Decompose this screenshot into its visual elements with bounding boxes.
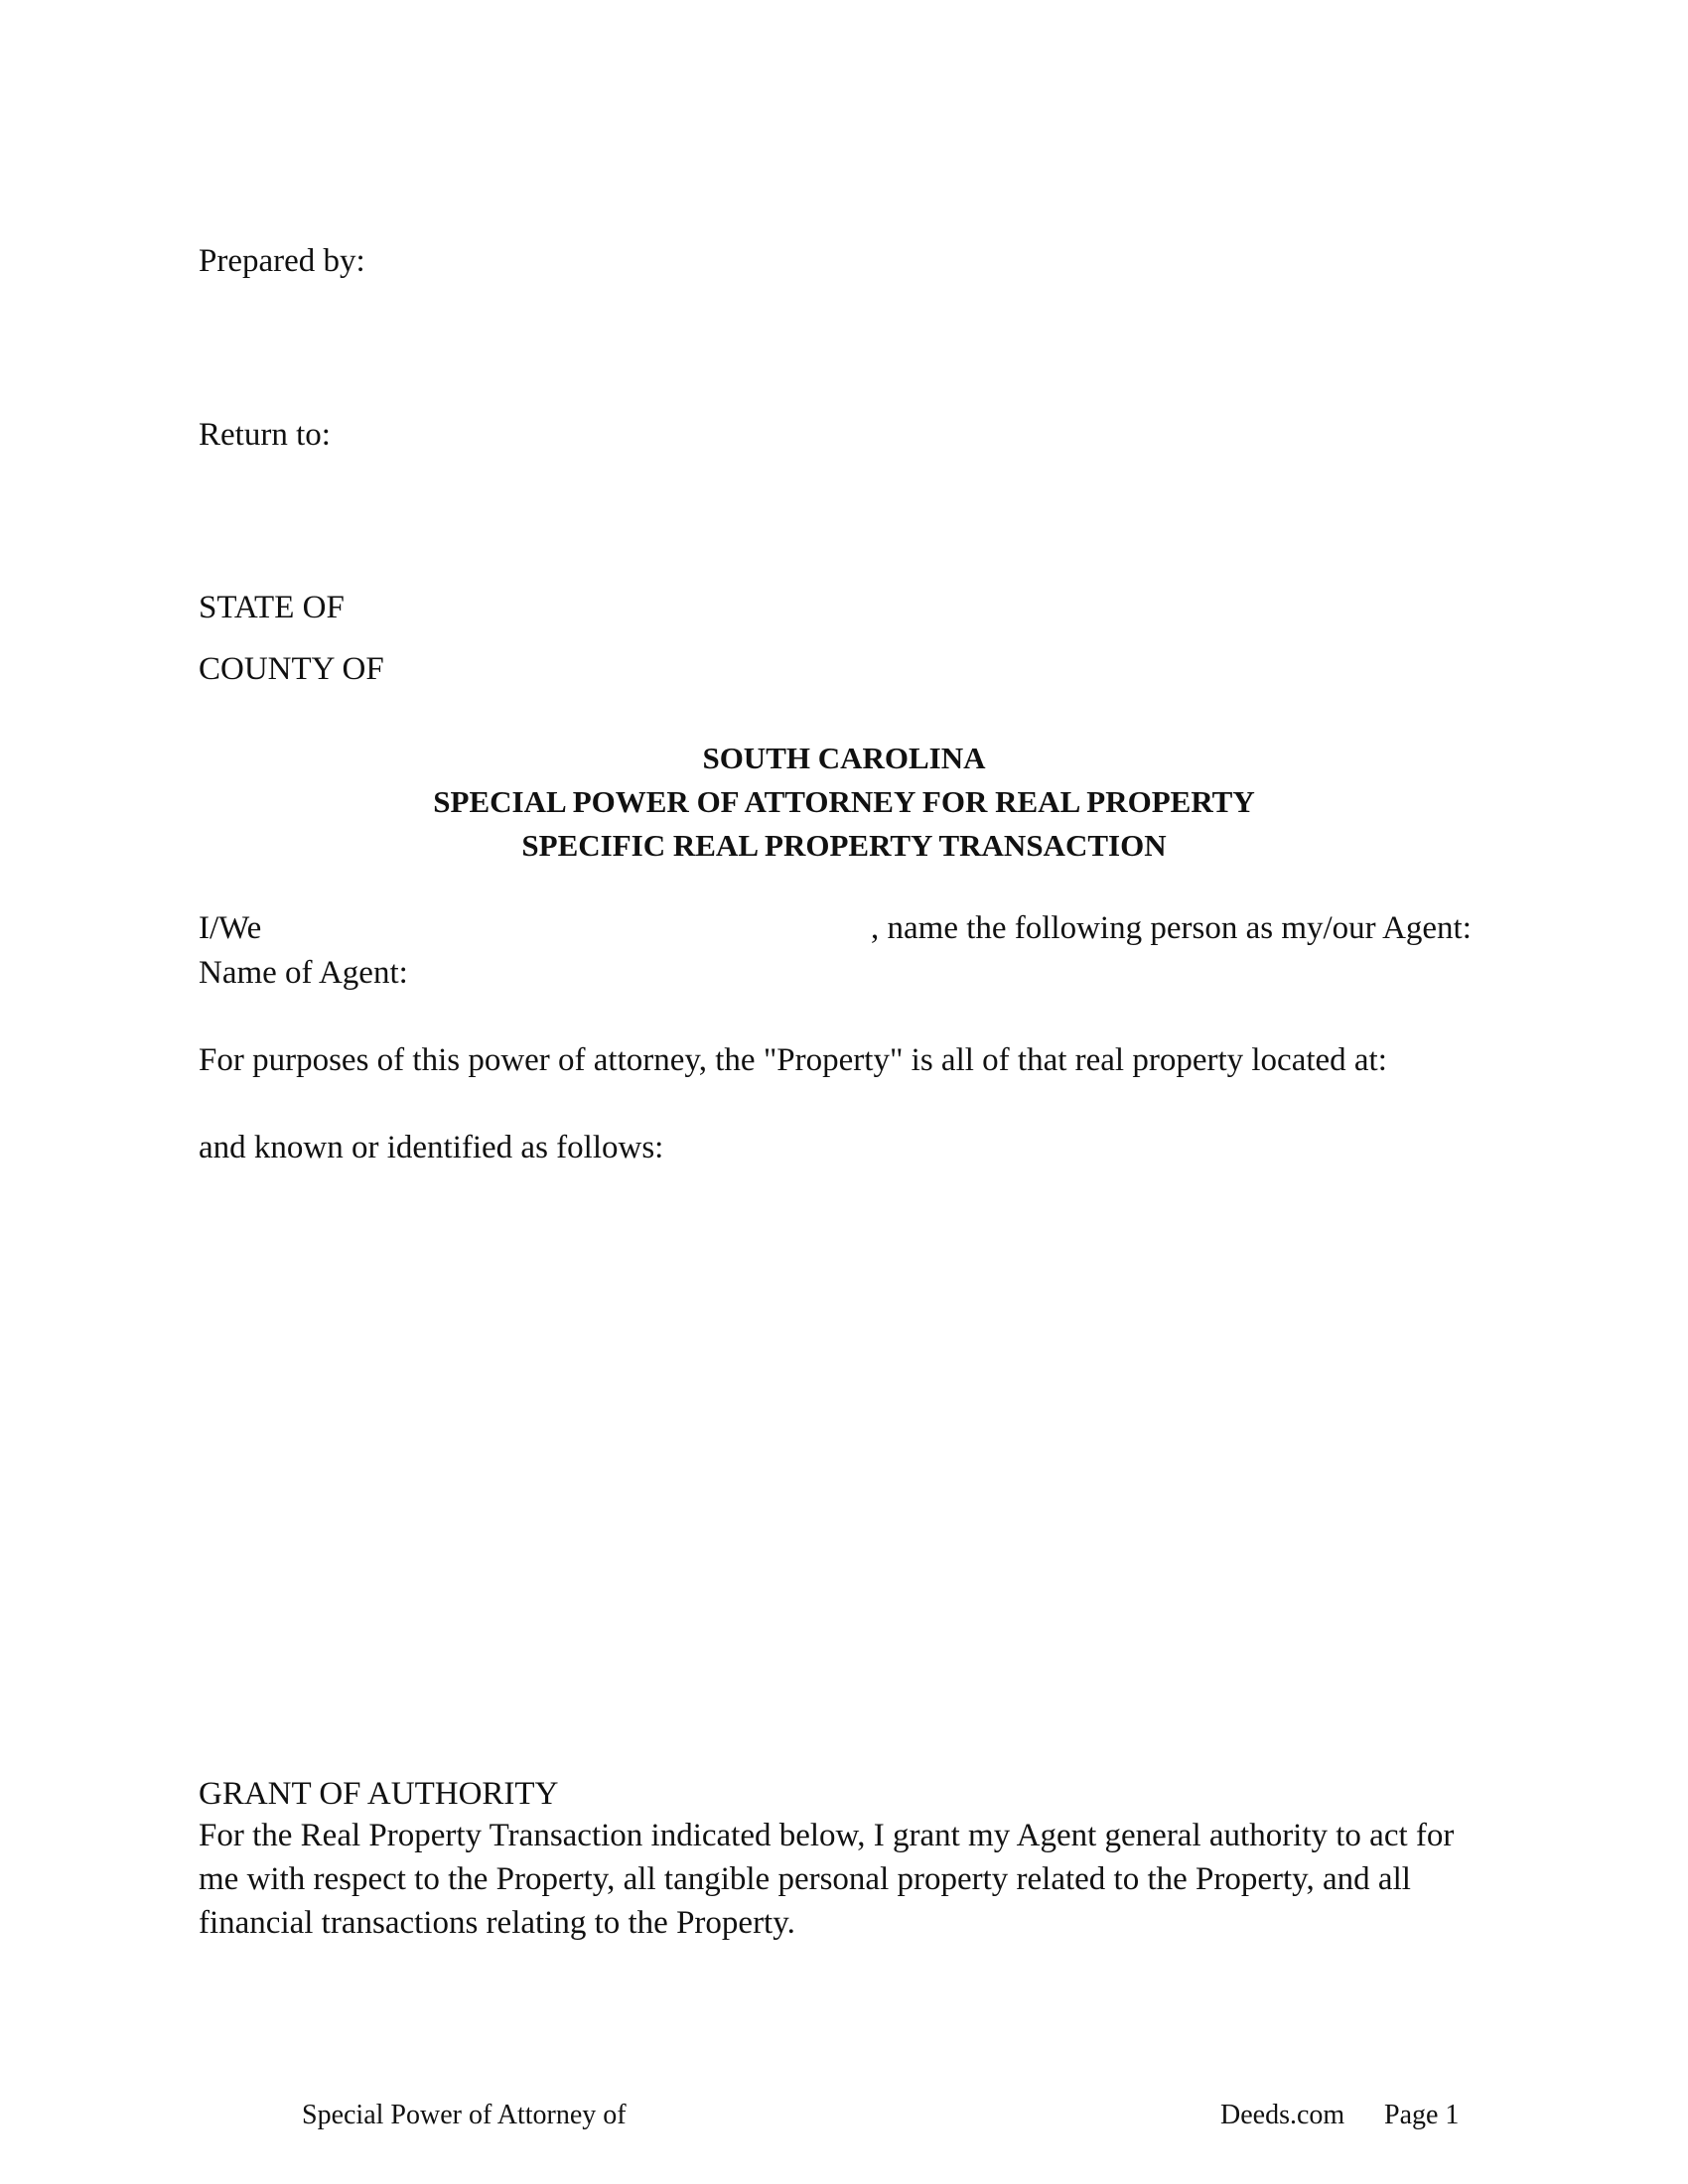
property-location-sentence: For purposes of this power of attorney, the "Property" is all of that real property located at: [199,1042,1387,1078]
footer-document-name: Special Power of Attorney of [302,2100,627,2130]
return-to-label: Return to: [199,417,331,453]
title-subtitle: SPECIFIC REAL PROPERTY TRANSACTION [521,828,1167,863]
property-identification-sentence: and known or identified as follows: [199,1130,664,1165]
principal-label: I/We [199,910,262,946]
state-of-label: STATE OF [199,590,345,625]
prepared-by-label: Prepared by: [199,243,365,279]
footer-site: Deeds.com [1220,2100,1345,2130]
agent-name-label: Name of Agent: [199,955,408,991]
agent-clause: , name the following person as my/our Agent: [871,910,1472,946]
grant-of-authority-text: For the Real Property Transaction indicated below, I grant my Agent general authority to act for me with respect to the Property, all tangible personal property related to the Property, and all financial transactions relating to the Property. [199,1818,1455,1941]
county-of-label: COUNTY OF [199,651,384,687]
grant-of-authority-heading: GRANT OF AUTHORITY [199,1776,559,1812]
document-title [0,737,1688,868]
footer-page-number: Page 1 [1384,2100,1460,2130]
title-main: SPECIAL POWER OF ATTORNEY FOR REAL PROPERTY [433,784,1255,819]
title-state: SOUTH CAROLINA [702,741,986,775]
